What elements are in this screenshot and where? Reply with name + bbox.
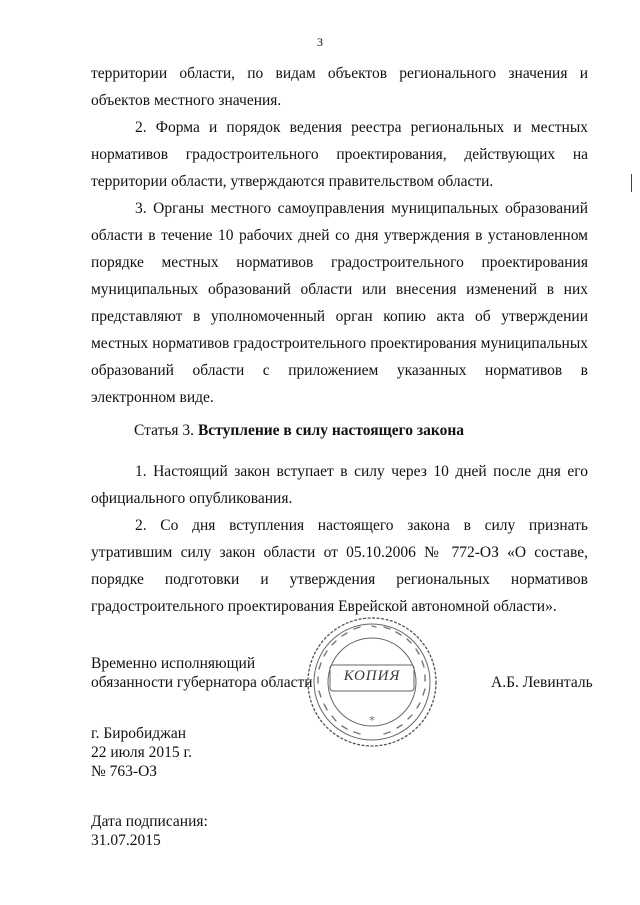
law-number: № 763-ОЗ — [91, 763, 158, 780]
margin-mark — [631, 174, 632, 192]
article-paragraph-2: 2. Со дня вступления настоящего закона в силу признать утратившим силу закон области от 05.10.2006 № 772-ОЗ «О составе, порядке подготовки и утверждения региональных нормативов градостроительного проектирования Еврейской автономной области». — [91, 517, 588, 615]
paragraph-continuation: территории области, по видам объектов регионального значения и объектов местного значения. — [91, 65, 588, 109]
signatory-title — [91, 654, 313, 692]
signatory-title-line-2: обязанности губернатора области — [91, 674, 313, 691]
article-heading — [134, 417, 464, 444]
page-number: 3 — [317, 35, 323, 49]
place-city: г. Биробиджан — [91, 725, 187, 742]
stamp-word: КОПИЯ — [343, 668, 401, 684]
paragraph-item-2: 2. Форма и порядок ведения реестра региональных и местных нормативов градостроительного проектирования, действующих на территории области, утверждаются правительством области. — [91, 119, 588, 190]
article-body — [91, 458, 588, 620]
article-paragraph-1: 1. Настоящий закон вступает в силу через 10 дней после дня его официального опубликования. — [91, 463, 588, 507]
article-prefix: Статья 3. — [134, 422, 195, 439]
copy-stamp — [304, 614, 440, 750]
paragraph-item-3: 3. Органы местного самоуправления муниципальных образований области в течение 10 рабочих дней со дня утверждения в установленном порядке местных нормативов градостроительного проектирования муниципальных образований области или внесения изменений в них представляют в уполномоченный орган копию акта об утверждении местных нормативов градостроительного проектирования муниципальных образований области с приложением указанных нормативов в электронном виде. — [91, 200, 588, 406]
signatory-name: А.Б. Левинталь — [491, 674, 593, 691]
signing-date-block — [91, 812, 208, 850]
svg-text:*: * — [369, 714, 375, 727]
law-date: 22 июля 2015 г. — [91, 744, 192, 761]
signatory-title-line-1: Временно исполняющий — [91, 655, 256, 672]
article-title: Вступление в силу настоящего закона — [197, 422, 465, 439]
document-body — [91, 60, 588, 411]
signing-date-label: Дата подписания: — [91, 813, 208, 830]
signing-date-value: 31.07.2015 — [91, 832, 161, 849]
place-date-number — [91, 724, 192, 781]
